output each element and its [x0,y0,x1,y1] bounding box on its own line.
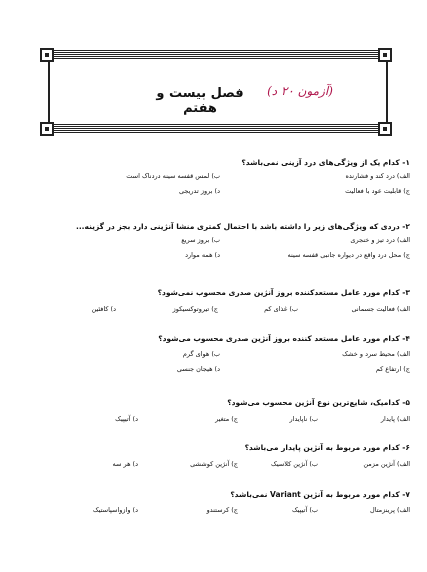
options-row [18,187,410,198]
option-c: ج) آنژین کوششی [190,460,238,468]
option-c: ج) محل درد واقع در دیواره جانبی قفسه سینه [287,251,410,259]
options-row [18,415,410,426]
option-b: ب) آتیپیک [291,506,318,514]
option-b: ب) لمس قفسه سینه دردناک است [126,172,220,180]
question-7 [18,490,410,517]
option-a: الف) درد تیز و خنجری [350,236,410,244]
option-a: الف) فعالیت جسمانی [351,305,410,313]
option-a: الف) آنژین مزمن [363,460,410,468]
frame-corner-ornament-icon [40,48,54,62]
options-row [18,460,410,471]
option-c: ج) کرستندو [206,506,238,514]
options-row [18,251,410,262]
option-a: الف) پایدار [380,415,410,423]
handwritten-note: (آزمون ۲۰ د) [267,84,333,98]
question-3 [18,288,410,316]
option-b: ب) بروز سریع [181,236,220,244]
question-6 [18,443,410,471]
question-text: ۲- دردی که ویژگی‌های زیر را داشته باشد با احتمال کمتری منشا آنژینی دارد بجز در گزینه... [75,222,410,231]
option-c: ج) قابلیت عود با فعالیت [345,187,410,195]
header-frame-top-border [48,50,388,60]
frame-corner-ornament-icon [378,122,392,136]
option-d: د) هر سه [112,460,138,468]
question-5 [18,398,410,426]
option-d: د) بروز تدریجی [178,187,220,195]
option-d: د) آتیپیک [115,415,138,423]
options-row [18,172,410,183]
option-c: ج) تیروتوکسیکوز [172,305,218,313]
question-text: ۱- کدام یک از ویژگی‌های درد آزینی نمی‌باشد؟ [241,158,410,167]
option-c: ج) ارتفاع کم [375,365,410,373]
option-b: ب) هوای گرم [182,350,220,358]
question-4 [18,334,410,376]
options-row [18,236,410,247]
option-d: د) هیجان جنسی [176,365,220,373]
header-frame-left-border [48,58,50,128]
option-a: الف) پرینزمتال [369,506,410,514]
question-text: ۴- کدام مورد عامل مستعد کننده بروز آنژین صدری محسوب می‌شود؟ [158,334,410,343]
header-frame-bottom-border [48,124,388,134]
option-b: ب) آنژین کلاسیک [271,460,318,468]
option-d: د) وازواسپاستیک [92,506,138,514]
header-frame-right-border [386,58,388,128]
option-d: د) همه موارد [185,251,220,259]
option-a: الف) محیط سرد و خشک [342,350,410,358]
question-text: ۷- کدام مورد مربوط به آنژین Variant نمی‌باشد؟ [230,490,410,499]
option-b: ب) ناپایدار [289,415,318,423]
frame-corner-ornament-icon [378,48,392,62]
options-row [18,365,410,376]
option-b: ب) غذای کم [264,305,298,313]
option-a: الف) درد کند و فشارنده [345,172,410,180]
chapter-title: فصل بیست و هفتم [156,86,244,116]
option-d: د) کافئین [91,305,116,313]
question-text: ۶- کدام مورد مربوط به آنژین پایدار می‌باشد؟ [244,443,410,452]
question-1 [18,158,410,198]
frame-corner-ornament-icon [40,122,54,136]
question-text: ۳- کدام مورد عامل مستعدکننده بروز آنژین صدری محسوب نمی‌شود؟ [157,288,410,297]
question-text: ۵- کدامیک، شایع‌ترین نوع آنژین محسوب می‌شود؟ [227,398,410,407]
question-2 [18,222,410,262]
options-row [18,305,410,316]
options-row [18,506,410,517]
options-row [18,350,410,361]
option-c: ج) متغیر [215,415,238,423]
